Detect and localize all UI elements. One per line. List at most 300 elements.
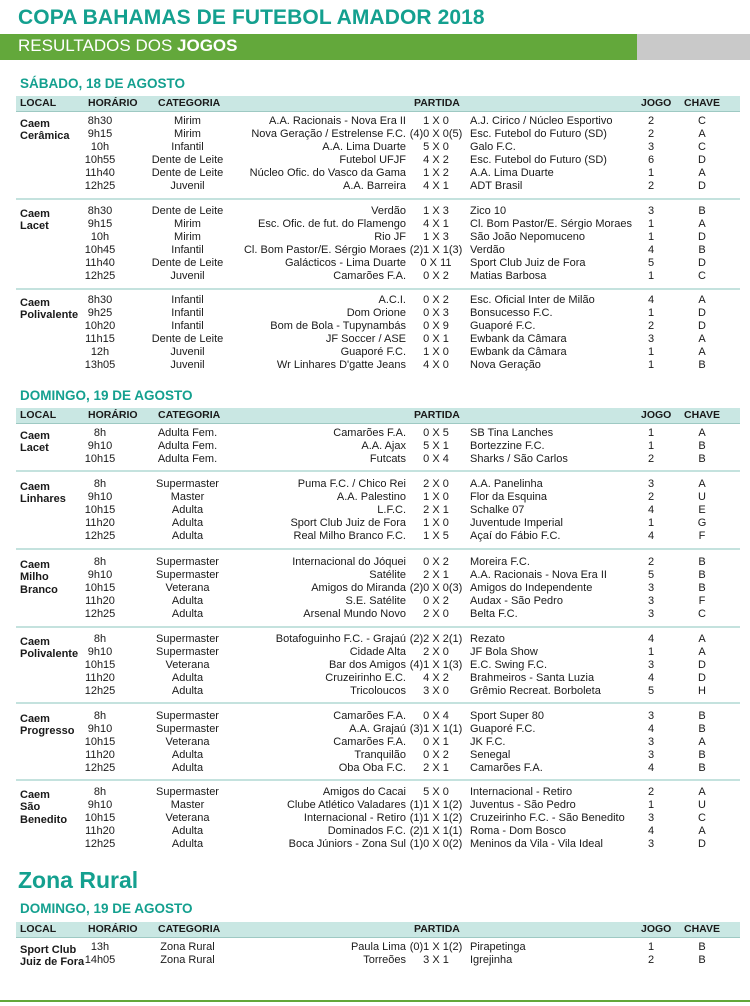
match-score: 0 X 11 (420, 256, 452, 269)
match-category: Adulta (171, 516, 204, 529)
match-time: 11h20 (85, 748, 115, 761)
home-team: A.A. Grajaú (349, 722, 406, 735)
match-number: 3 (647, 811, 655, 824)
match-score: 1 X 0 (423, 115, 449, 127)
home-team: Real Milho Branco F.C. (293, 529, 406, 542)
match-time: 12h25 (84, 837, 116, 850)
away-team: Rezato (470, 633, 505, 645)
away-team: Sharks / São Carlos (470, 452, 568, 465)
match-number: 2 (647, 179, 655, 192)
match-time: 12h25 (84, 529, 116, 542)
match-number: 3 (647, 658, 655, 671)
match-category: Zona Rural (160, 953, 215, 966)
column-header-row (16, 408, 740, 424)
home-team: A.A. Palestino (336, 490, 406, 503)
away-team: Camarões F.A. (470, 761, 543, 774)
match-category: Adulta (171, 761, 204, 774)
match-category: Adulta (171, 671, 204, 684)
match-number: 5 (647, 256, 655, 269)
venue-name: Caem Linhares (20, 481, 66, 506)
match-group: A (698, 294, 706, 306)
match-score: 1 X 2 (423, 166, 449, 179)
away-team: Zico 10 (470, 205, 507, 217)
match-category: Veterana (165, 581, 210, 594)
away-team: Verdão (470, 243, 505, 256)
home-team: Amigos do Miranda (311, 581, 406, 594)
match-group: G (697, 516, 707, 529)
match-score: 2 X 0 (423, 645, 449, 658)
match-time: 8h (93, 786, 107, 798)
match-time: 11h15 (85, 332, 115, 345)
match-category: Dente de Leite (151, 205, 224, 217)
match-time: 10h55 (84, 153, 116, 166)
match-group: A (698, 735, 706, 748)
match-time: 10h20 (84, 319, 116, 332)
match-category: Adulta Fem. (157, 439, 218, 452)
home-team: Internacional do Jóquei (292, 556, 406, 568)
match-category: Adulta (171, 503, 204, 516)
match-time: 8h30 (87, 294, 113, 306)
match-time: 8h (93, 710, 107, 722)
home-team: Bar dos Amigos (328, 658, 406, 671)
match-number: 2 (647, 115, 655, 127)
match-score: 1 X 3 (423, 205, 449, 217)
match-score: 4 X 1 (423, 217, 449, 230)
home-team: Futebol UFJF (339, 153, 406, 166)
match-score: 2 X 0 (423, 607, 449, 620)
match-category: Juvenil (170, 269, 205, 282)
home-team: Amigos do Cacai (322, 786, 406, 798)
match-time: 11h20 (85, 594, 115, 607)
column-header-jogo: JOGO (641, 923, 672, 935)
match-score: 1 X 3 (423, 230, 449, 243)
away-team: Nova Geração (470, 358, 541, 371)
match-score: 0 X 3 (423, 306, 449, 319)
match-score: (0)1 X 1(2) (409, 941, 463, 953)
match-number: 1 (647, 516, 655, 529)
match-time: 10h (90, 140, 110, 153)
match-category: Dente de Leite (151, 166, 224, 179)
match-score: 3 X 0 (423, 684, 449, 697)
match-score: 2 X 1 (423, 503, 449, 516)
column-header-local: LOCAL (20, 409, 57, 421)
away-team: Senegal (470, 748, 511, 761)
match-group: H (698, 684, 706, 697)
match-score: 4 X 2 (423, 671, 449, 684)
match-category: Dente de Leite (151, 256, 224, 269)
match-score: 1 X 5 (423, 529, 449, 542)
column-header-horario: HORÁRIO (88, 923, 138, 935)
home-team: A.A. Lima Duarte (322, 140, 406, 153)
match-number: 3 (647, 581, 655, 594)
match-number: 2 (647, 490, 655, 503)
match-category: Zona Rural (160, 941, 215, 953)
match-number: 1 (647, 645, 655, 658)
match-score: 0 X 9 (423, 319, 449, 332)
match-number: 1 (647, 439, 655, 452)
match-category: Juvenil (170, 358, 205, 371)
match-time: 9h10 (87, 439, 113, 452)
match-time: 9h10 (87, 722, 113, 735)
column-header-jogo: JOGO (641, 97, 672, 109)
away-team: E.C. Swing F.C. (470, 658, 548, 671)
column-header-chave: CHAVE (684, 923, 720, 935)
match-group: B (698, 581, 706, 594)
match-category: Infantil (171, 243, 204, 256)
match-score: 4 X 2 (423, 153, 449, 166)
match-category: Supermaster (156, 568, 219, 581)
match-number: 1 (647, 941, 655, 953)
match-number: 2 (647, 452, 655, 465)
home-team: Dominados F.C. (327, 824, 406, 837)
match-number: 2 (647, 786, 655, 798)
match-category: Supermaster (156, 710, 219, 722)
away-team: Sport Super 80 (470, 710, 544, 722)
match-score: 0 X 2 (423, 556, 449, 568)
away-team: Internacional - Retiro (470, 786, 573, 798)
away-team: Juventude Imperial (470, 516, 563, 529)
home-team: A.A. Ajax (361, 439, 406, 452)
match-group: B (698, 205, 706, 217)
match-number: 4 (647, 824, 655, 837)
match-category: Veterana (165, 735, 210, 748)
match-group: B (698, 953, 706, 966)
match-category: Adulta (171, 529, 204, 542)
match-group: A (698, 127, 706, 140)
away-team: Meninos da Vila - Vila Ideal (470, 837, 603, 850)
match-category: Supermaster (156, 478, 219, 490)
column-header-row (16, 922, 740, 938)
match-category: Veterana (165, 811, 210, 824)
home-team: Botafoguinho F.C. - Grajaú (275, 633, 406, 645)
match-score: (3)1 X 1(1) (409, 722, 463, 735)
group-divider (16, 702, 740, 704)
match-group: B (698, 358, 706, 371)
match-time: 10h15 (84, 581, 116, 594)
match-time: 10h15 (84, 735, 116, 748)
match-group: A (698, 345, 706, 358)
match-category: Dente de Leite (151, 153, 224, 166)
column-header-categoria: CATEGORIA (158, 923, 221, 935)
match-time: 12h (90, 345, 110, 358)
match-group: A (698, 633, 706, 645)
match-number: 6 (647, 153, 655, 166)
match-score: (1)1 X 1(2) (409, 811, 463, 824)
away-team: Guaporé F.C. (470, 319, 536, 332)
match-group: B (698, 452, 706, 465)
home-team: Rio JF (374, 230, 406, 243)
match-number: 2 (647, 127, 655, 140)
match-number: 3 (647, 332, 655, 345)
match-time: 8h30 (87, 205, 113, 217)
home-team: JF Soccer / ASE (325, 332, 406, 345)
home-team: Tranquilão (354, 748, 406, 761)
home-team: Cl. Bom Pastor/E. Sérgio Moraes (243, 243, 406, 256)
venue-name: Caem Cerâmica (20, 118, 70, 143)
away-team: Galo F.C. (470, 140, 516, 153)
match-number: 3 (647, 748, 655, 761)
match-time: 11h20 (85, 516, 115, 529)
match-number: 3 (647, 140, 655, 153)
home-team: Arsenal Mundo Novo (303, 607, 406, 620)
home-team: A.A. Barreira (343, 179, 406, 192)
match-group: A (698, 332, 706, 345)
away-team: Brahmeiros - Santa Luzia (470, 671, 595, 684)
match-number: 1 (647, 166, 655, 179)
home-team: Bom de Bola - Tupynambás (270, 319, 406, 332)
match-time: 10h15 (84, 811, 116, 824)
away-team: Ewbank da Câmara (470, 332, 567, 345)
column-header-horario: HORÁRIO (88, 97, 138, 109)
match-time: 13h (90, 941, 110, 953)
match-number: 4 (647, 529, 655, 542)
match-time: 9h15 (87, 127, 113, 140)
column-header-partida: PARTIDA (414, 409, 460, 421)
day-heading: DOMINGO, 19 DE AGOSTO (20, 388, 193, 403)
match-number: 3 (647, 735, 655, 748)
column-header-categoria: CATEGORIA (158, 97, 221, 109)
away-team: SB Tina Lanches (470, 427, 554, 439)
day-heading: SÁBADO, 18 DE AGOSTO (20, 76, 186, 91)
match-group: C (698, 607, 706, 620)
match-number: 5 (647, 568, 655, 581)
match-category: Master (170, 798, 205, 811)
venue-name: Caem Lacet (20, 208, 50, 233)
match-time: 9h10 (87, 568, 113, 581)
venue-name: Caem Polivalente (20, 636, 79, 661)
group-divider (16, 288, 740, 290)
home-team: Dom Orione (346, 306, 406, 319)
home-team: Camarões F.A. (333, 427, 406, 439)
away-team: Sport Club Juiz de Fora (470, 256, 586, 269)
match-number: 5 (647, 684, 655, 697)
match-time: 12h25 (84, 269, 116, 282)
match-group: B (698, 748, 706, 761)
away-team: Esc. Futebol do Futuro (SD) (470, 127, 607, 140)
match-group: E (698, 503, 706, 516)
away-team: Ewbank da Câmara (470, 345, 567, 358)
away-team: A.A. Racionais - Nova Era II (470, 568, 607, 581)
venue-name: Caem Milho Branco (20, 559, 58, 596)
match-number: 1 (647, 345, 655, 358)
match-group: D (698, 230, 706, 243)
match-group: F (698, 594, 706, 607)
match-score: 5 X 1 (423, 439, 449, 452)
home-team: Internacional - Retiro (303, 811, 406, 824)
match-score: 0 X 1 (423, 735, 449, 748)
match-time: 9h15 (87, 217, 113, 230)
match-group: B (698, 568, 706, 581)
venue-name: Caem São Benedito (20, 789, 68, 826)
home-team: Guaporé F.C. (340, 345, 406, 358)
match-category: Infantil (171, 140, 204, 153)
match-number: 1 (647, 269, 655, 282)
group-divider (16, 198, 740, 200)
match-group: B (698, 439, 706, 452)
match-score: 1 X 0 (423, 490, 449, 503)
match-category: Mirim (174, 230, 201, 243)
match-group: A (698, 478, 706, 490)
away-team: A.J. Cirico / Núcleo Esportivo (470, 115, 613, 127)
home-team: Camarões F.A. (333, 735, 406, 748)
match-group: D (698, 671, 706, 684)
match-number: 4 (647, 243, 655, 256)
match-group: A (698, 166, 706, 179)
match-number: 2 (647, 556, 655, 568)
match-group: A (698, 427, 706, 439)
home-team: Torreões (363, 953, 406, 966)
away-team: Belta F.C. (470, 607, 518, 620)
match-score: (1)1 X 1(2) (409, 798, 463, 811)
match-time: 14h05 (84, 953, 116, 966)
match-score: (4)0 X 0(5) (409, 127, 463, 140)
match-number: 1 (647, 358, 655, 371)
venue-name: Sport Club Juiz de Fora (20, 944, 85, 969)
away-team: Roma - Dom Bosco (470, 824, 566, 837)
match-category: Mirim (174, 127, 201, 140)
home-team: Camarões F.A. (333, 710, 406, 722)
column-header-chave: CHAVE (684, 409, 720, 421)
banner-bold: JOGOS (177, 36, 238, 55)
match-number: 3 (647, 837, 655, 850)
away-team: Guaporé F.C. (470, 722, 536, 735)
match-time: 12h25 (84, 761, 116, 774)
match-score: (1)0 X 0(2) (409, 837, 463, 850)
match-group: C (698, 269, 706, 282)
match-group: C (698, 115, 706, 127)
home-team: Esc. Ofic. de fut. do Flamengo (258, 217, 406, 230)
match-score: 0 X 4 (423, 710, 449, 722)
away-team: Moreira F.C. (470, 556, 530, 568)
match-category: Dente de Leite (151, 332, 224, 345)
match-time: 11h40 (85, 256, 115, 269)
match-number: 4 (647, 671, 655, 684)
match-time: 10h (90, 230, 110, 243)
match-score: 2 X 1 (423, 568, 449, 581)
match-score: 3 X 1 (423, 953, 449, 966)
match-time: 11h40 (85, 166, 115, 179)
match-group: B (698, 761, 706, 774)
away-team: Cruzeirinho F.C. - São Benedito (470, 811, 625, 824)
match-number: 4 (647, 294, 655, 306)
match-number: 1 (647, 427, 655, 439)
match-group: D (698, 153, 706, 166)
zone-title: Zona Rural (18, 867, 139, 893)
match-group: U (698, 490, 706, 503)
match-category: Juvenil (170, 179, 205, 192)
home-team: S.E. Satélite (345, 594, 406, 607)
home-team: Satélite (369, 568, 406, 581)
match-number: 4 (647, 633, 655, 645)
match-group: C (698, 140, 706, 153)
match-score: 0 X 1 (423, 332, 449, 345)
away-team: Grêmio Recreat. Borboleta (470, 684, 601, 697)
match-category: Juvenil (170, 345, 205, 358)
home-team: Puma F.C. / Chico Rei (297, 478, 406, 490)
match-group: B (698, 710, 706, 722)
column-header-row (16, 96, 740, 112)
match-time: 12h25 (84, 684, 116, 697)
match-score: 0 X 2 (423, 294, 449, 306)
match-group: A (698, 824, 706, 837)
match-number: 2 (647, 319, 655, 332)
match-time: 9h10 (87, 645, 113, 658)
match-group: D (698, 319, 706, 332)
match-score: 2 X 0 (423, 478, 449, 490)
match-score: (4)1 X 1(3) (409, 658, 463, 671)
match-time: 11h20 (85, 824, 115, 837)
match-category: Veterana (165, 658, 210, 671)
match-number: 4 (647, 503, 655, 516)
match-number: 4 (647, 761, 655, 774)
match-category: Infantil (171, 306, 204, 319)
match-category: Mirim (174, 217, 201, 230)
match-group: B (698, 722, 706, 735)
match-category: Master (170, 490, 205, 503)
match-category: Adulta (171, 594, 204, 607)
column-header-jogo: JOGO (641, 409, 672, 421)
match-number: 3 (647, 478, 655, 490)
match-score: (2)1 X 1(1) (409, 824, 463, 837)
day-heading: DOMINGO, 19 DE AGOSTO (20, 901, 193, 916)
match-score: 1 X 0 (423, 516, 449, 529)
column-header-partida: PARTIDA (414, 923, 460, 935)
home-team: Paula Lima (350, 941, 406, 953)
away-team: Matias Barbosa (470, 269, 547, 282)
home-team: Nova Geração / Estrelense F.C. (251, 127, 406, 140)
match-category: Supermaster (156, 722, 219, 735)
match-group: D (698, 658, 706, 671)
match-time: 10h15 (84, 452, 116, 465)
match-category: Supermaster (156, 645, 219, 658)
match-score: 4 X 0 (423, 358, 449, 371)
match-group: D (698, 256, 706, 269)
match-number: 3 (647, 607, 655, 620)
match-category: Adulta Fem. (157, 452, 218, 465)
match-group: B (698, 941, 706, 953)
match-number: 1 (647, 306, 655, 319)
column-header-partida: PARTIDA (414, 97, 460, 109)
match-group: D (698, 306, 706, 319)
match-number: 1 (647, 230, 655, 243)
match-score: 4 X 1 (423, 179, 449, 192)
home-team: Galácticos - Lima Duarte (284, 256, 406, 269)
group-divider (16, 470, 740, 472)
column-header-categoria: CATEGORIA (158, 409, 221, 421)
match-group: C (698, 811, 706, 824)
match-number: 1 (647, 217, 655, 230)
away-team: ADT Brasil (470, 179, 523, 192)
match-time: 10h15 (84, 503, 116, 516)
match-time: 13h05 (84, 358, 116, 371)
banner-prefix: RESULTADOS DOS (18, 36, 178, 55)
away-team: Esc. Futebol do Futuro (SD) (470, 153, 607, 166)
match-category: Supermaster (156, 633, 219, 645)
home-team: Oba Oba F.C. (338, 761, 406, 774)
home-team: Sport Club Juiz de Fora (290, 516, 406, 529)
away-team: A.A. Panelinha (470, 478, 543, 490)
group-divider (16, 626, 740, 628)
match-time: 9h25 (87, 306, 113, 319)
match-score: 0 X 2 (423, 594, 449, 607)
home-team: Futcats (369, 452, 406, 465)
match-time: 8h (93, 427, 107, 439)
match-time: 8h (93, 478, 107, 490)
match-score: (2)0 X 0(3) (409, 581, 463, 594)
group-divider (16, 548, 740, 550)
match-group: D (698, 179, 706, 192)
home-team: Cruzeirinho E.C. (325, 671, 406, 684)
